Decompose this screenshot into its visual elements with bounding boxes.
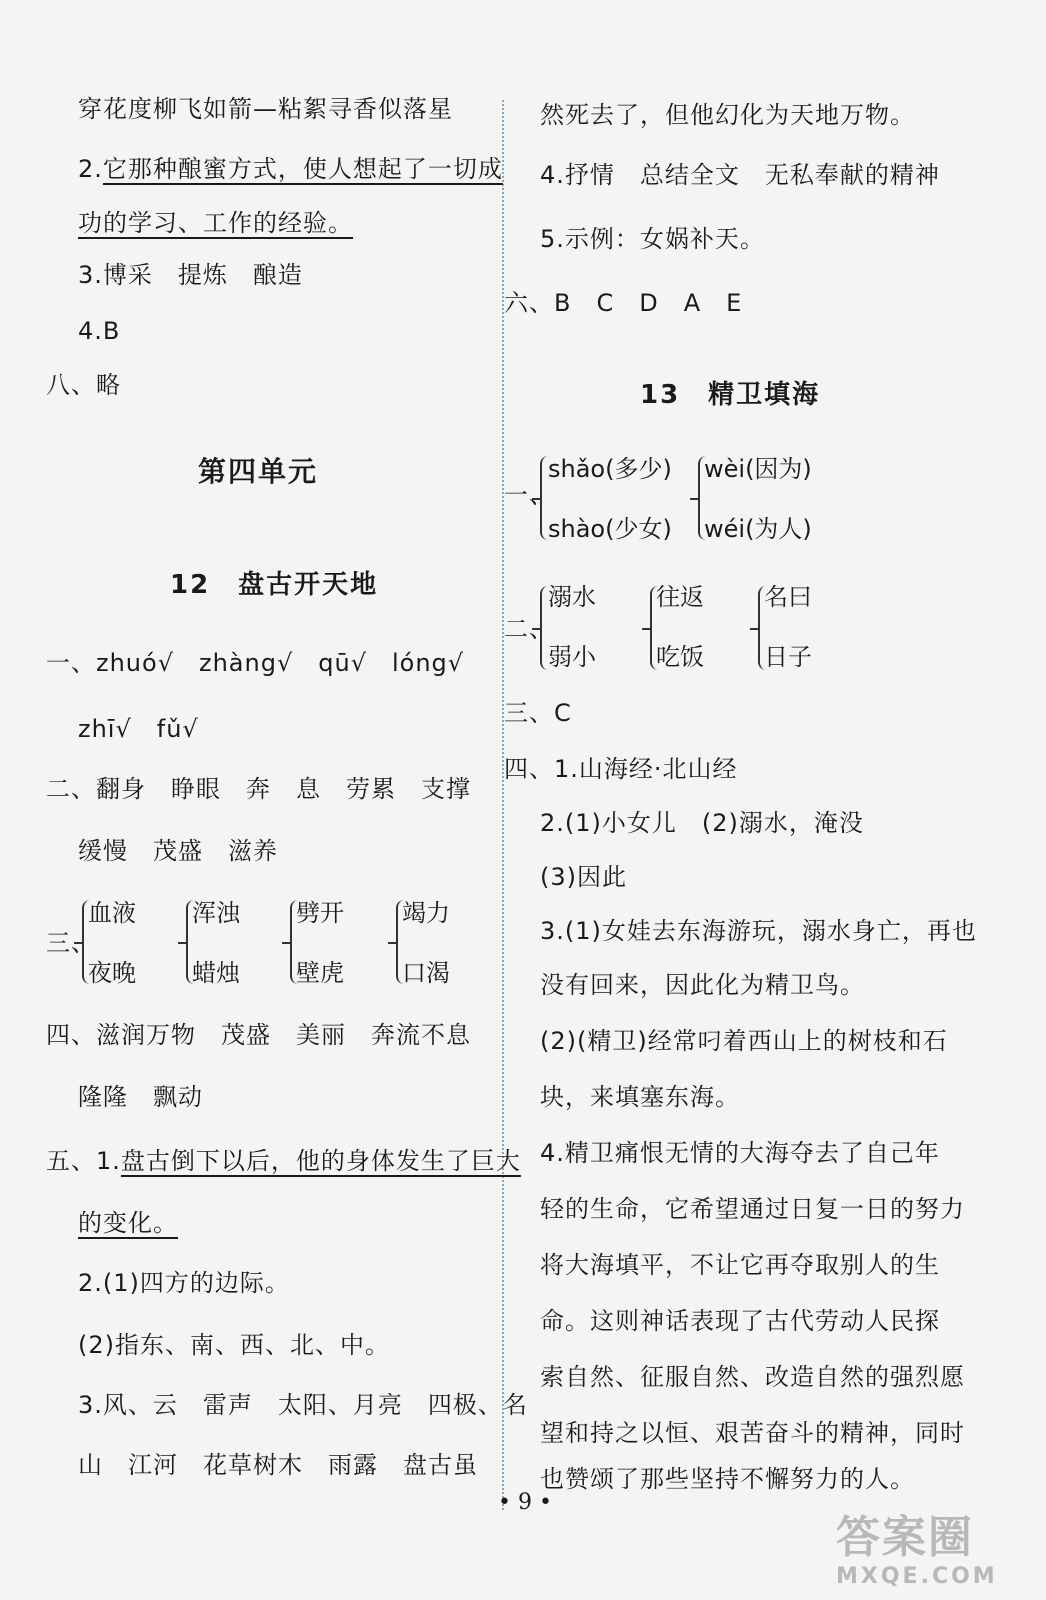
section-5-item-3-cont: 山 江河 花草树木 雨露 盘古虽	[78, 1451, 478, 1479]
section-2-words: 二、翻身 睁眼 奔 息 劳累 支撑	[46, 775, 471, 803]
q4-9: 轻的生命，它希望通过日复一日的努力	[540, 1195, 965, 1223]
section-5-item-1-cont: 的变化。	[78, 1209, 178, 1237]
q4-1: 四、1.山海经·北山经	[504, 755, 738, 783]
pair-top: 浑浊	[192, 899, 240, 927]
section-5-item-1	[46, 1144, 521, 1178]
section-3: 三、C	[504, 699, 572, 727]
pair-bottom: 蜡烛	[192, 959, 240, 987]
q4-10: 将大海填平，不让它再夺取别人的生	[540, 1251, 940, 1279]
q4-5: 没有回来，因此化为精卫鸟。	[540, 971, 865, 999]
watermark-cn: 答案圈	[836, 1512, 974, 1563]
section-3-label: 三、	[46, 929, 96, 957]
pair-bottom: 壁虎	[296, 959, 344, 987]
q1-label: 一、	[504, 481, 554, 509]
section-5-item-2: 2.(1)四方的边际。	[78, 1269, 290, 1297]
lesson-12-title: 12 盘古开天地	[170, 570, 379, 600]
watermark-logo	[836, 1512, 1036, 1594]
q4-7: 块，来填塞东海。	[540, 1083, 740, 1111]
pair-bottom: 吃饭	[656, 643, 704, 671]
pair-bottom: 日子	[764, 643, 812, 671]
q4-6: (2)(精卫)经常叼着西山上的树枝和石	[540, 1027, 948, 1055]
pair-top: 溺水	[548, 583, 596, 611]
pair-top: 竭力	[402, 899, 450, 927]
answer-2-continued: 功的学习、工作的经验。	[78, 209, 353, 237]
lesson-13-title: 13 精卫填海	[640, 380, 821, 410]
pair-bottom: 弱小	[548, 643, 596, 671]
section-4-words-cont: 隆隆 飘动	[78, 1083, 203, 1111]
q4-3: (3)因此	[540, 863, 627, 891]
section-4-words: 四、滋润万物 茂盛 美丽 奔流不息	[46, 1021, 471, 1049]
watermark-en: MXQE.COM	[836, 1564, 998, 1589]
pair-top: 劈开	[296, 899, 344, 927]
section-1-pinyin-cont: zhī√ fǔ√	[78, 715, 199, 743]
poem-line: 穿花度柳飞如箭—粘絮寻香似落星	[78, 95, 453, 123]
pair-bottom: 口渴	[402, 959, 450, 987]
pinyin-top: shǎo(多少)	[548, 455, 672, 483]
section-8: 八、略	[46, 371, 121, 399]
section-5-item-1-number: 五、1.	[46, 1147, 121, 1175]
answer-4: 4.抒情 总结全文 无私奉献的精神	[540, 161, 940, 189]
answer-5: 5.示例：女娲补天。	[540, 225, 765, 253]
answer-2-number: 2.	[78, 155, 103, 183]
q4-13: 望和持之以恒、艰苦奋斗的精神，同时	[540, 1419, 965, 1447]
section-6: 六、B C D A E	[504, 289, 743, 317]
unit-title: 第四单元	[198, 455, 319, 488]
section-5-item-3: 3.风、云 雷声 太阳、月亮 四极、名	[78, 1391, 528, 1419]
pair-top: 血液	[88, 899, 136, 927]
answer-2-text: 它那种酿蜜方式，使人想起了一切成	[102, 155, 503, 183]
q4-2: 2.(1)小女儿 (2)溺水，淹没	[540, 809, 864, 837]
q4-14: 也赞颂了那些坚持不懈努力的人。	[540, 1465, 915, 1493]
section-5-item-1-text: 盘古倒下以后，他的身体发生了巨大	[120, 1147, 521, 1175]
q4-8: 4.精卫痛恨无情的大海夺去了自己年	[540, 1139, 940, 1167]
section-5-item-2-sub: (2)指东、南、西、北、中。	[78, 1331, 390, 1359]
q4-11: 命。这则神话表现了古代劳动人民探	[540, 1307, 940, 1335]
pair-top: 往返	[656, 583, 704, 611]
answer-2	[78, 152, 503, 186]
answer-4: 4.B	[78, 317, 121, 345]
pinyin-bottom: shào(少女)	[548, 515, 672, 543]
q4-12: 索自然、征服自然、改造自然的强烈愿	[540, 1363, 965, 1391]
section-2-words-cont: 缓慢 茂盛 滋养	[78, 837, 278, 865]
pair-bottom: 夜晚	[88, 959, 136, 987]
q2-label: 二、	[504, 615, 554, 643]
q4-4: 3.(1)女娃去东海游玩，溺水身亡，再也	[540, 917, 977, 945]
answer-cont: 然死去了，但他幻化为天地万物。	[540, 101, 915, 129]
pair-top: 名曰	[764, 583, 812, 611]
pinyin-bottom: wéi(为人)	[704, 515, 812, 543]
page-number: • 9 •	[498, 1490, 552, 1515]
pinyin-top: wèi(因为)	[704, 455, 812, 483]
answer-3: 3.博采 提炼 酿造	[78, 261, 303, 289]
section-1-pinyin: 一、zhuó√ zhàng√ qū√ lóng√	[46, 649, 465, 677]
